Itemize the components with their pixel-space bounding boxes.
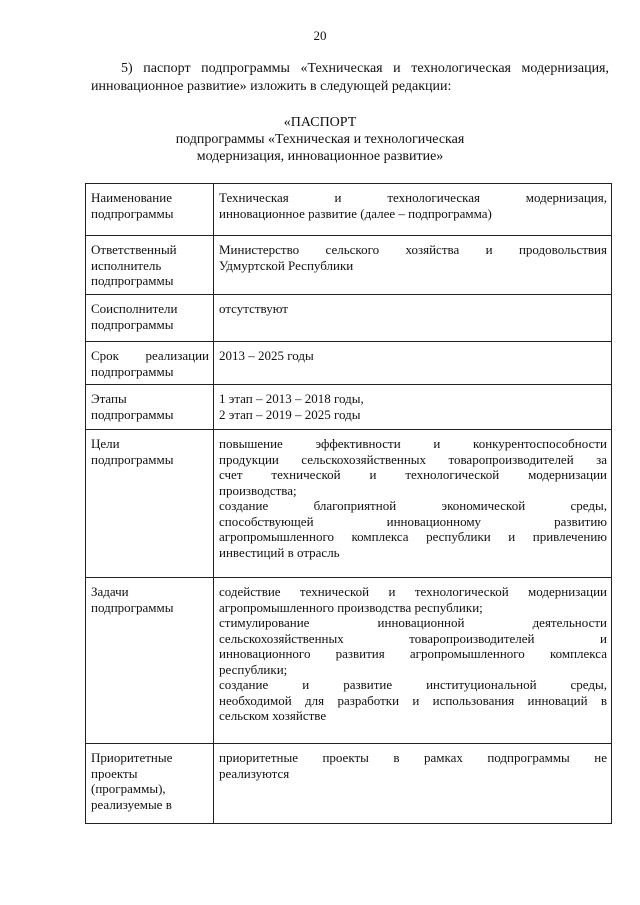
row-label-line: Наименование [91,190,172,205]
row-value-line: сельском хозяйстве [219,708,327,723]
row-value-line: способствующей инновационному развитию [219,513,607,529]
row-value-line: создание и развитие институциональной среды, [219,677,607,692]
row-label-line: Приоритетные [91,750,173,765]
title-line: модернизация, инновационное развитие» [196,149,444,164]
row-value-line: 1 этап – 2013 – 2018 годы, [219,391,364,406]
row-value-line: продукции сельскохозяйственных товаропроизводителей за [219,451,607,467]
row-label-line: Срок реализации [91,348,209,363]
row-value-line: 2013 – 2025 годы [219,348,314,363]
row-value-line: агропромышленного производства республики; [219,599,483,615]
row-value-line: инновационное развитие (далее – подпрограмма) [219,205,492,221]
row-value-line: содействие технической и технологической модернизации [219,584,607,599]
row-label-cell [86,385,214,430]
table-row [86,744,612,824]
row-value-line: повышение эффективности и конкурентоспособности [219,436,607,451]
table-row [86,578,612,744]
row-value-line: Техническая и технологическая модернизация, [219,190,607,205]
row-label-cell [86,744,214,824]
row-value-line: производства; [219,482,297,498]
row-label-line: проекты [91,765,138,781]
row-value-line: 2 этап – 2019 – 2025 годы [219,406,361,422]
row-value-line: инновационного развития агропромышленного комплекса [219,646,607,661]
row-label-line: подпрограммы [91,451,174,467]
title-line: «ПАСПОРТ [283,115,357,130]
row-label-cell [86,295,214,342]
row-value-cell [214,236,612,295]
row-value-line: инвестиций в отрасль [219,544,340,560]
row-value-cell [214,578,612,744]
intro-paragraph [91,60,609,96]
row-label-line: Ответственный [91,242,177,257]
row-label-cell [86,430,214,578]
row-label-line: подпрограммы [91,273,174,288]
row-value-line: создание благоприятной экономической среды, [219,498,607,513]
row-label-line: подпрограммы [91,363,174,379]
row-label-line: подпрограммы [91,599,174,615]
table-row [86,430,612,578]
row-label-line: Задачи [91,584,129,599]
row-label-cell [86,236,214,295]
table-row [86,342,612,385]
intro-line: инновационное развитие» изложить в следующей редакции: [91,79,452,94]
row-label-cell [86,184,214,236]
row-value-line: Министерство сельского хозяйства и продовольствия [219,242,607,257]
row-label-line: подпрограммы [91,406,174,422]
row-label-line: Цели [91,436,120,451]
row-value-line: необходимой для разработки и использования инноваций в [219,692,607,708]
row-value-line: сельскохозяйственных товаропроизводителей и [219,630,607,646]
row-value-line: реализуются [219,765,290,781]
row-label-line: подпрограммы [91,205,174,221]
row-value-line: Удмуртской Республики [219,257,354,273]
row-value-cell [214,342,612,385]
table-row [86,385,612,430]
row-value-cell [214,184,612,236]
row-label-cell [86,342,214,385]
row-value-line: агропромышленного комплекса республики и привлечению [219,529,607,544]
row-label-line: Этапы [91,391,127,406]
row-value-line: отсутствуют [219,301,288,316]
row-value-line: стимулирование инновационной деятельности [219,615,607,630]
table-row [86,184,612,236]
row-label-line: подпрограммы [91,316,174,332]
row-value-line: счет технической и технологической модернизации [219,467,607,482]
row-label-line: Соисполнители [91,301,178,316]
table-row [86,295,612,342]
row-label-line: реализуемые в [91,796,172,812]
row-label-cell [86,578,214,744]
title-line: подпрограммы «Техническая и технологическая [175,132,465,147]
passport-table [85,183,612,824]
row-label-line: (программы), [91,781,166,796]
row-value-cell [214,744,612,824]
intro-line: 5) паспорт подпрограммы «Техническая и технологическая модернизация, [121,61,609,76]
row-value-cell [214,295,612,342]
row-value-cell [214,385,612,430]
passport-title [0,114,640,165]
row-value-line: приоритетные проекты в рамках подпрограммы не [219,750,607,765]
row-value-cell [214,430,612,578]
page-number: 20 [313,28,327,43]
row-label-line: исполнитель [91,257,162,273]
row-value-line: республики; [219,661,288,677]
table-row [86,236,612,295]
